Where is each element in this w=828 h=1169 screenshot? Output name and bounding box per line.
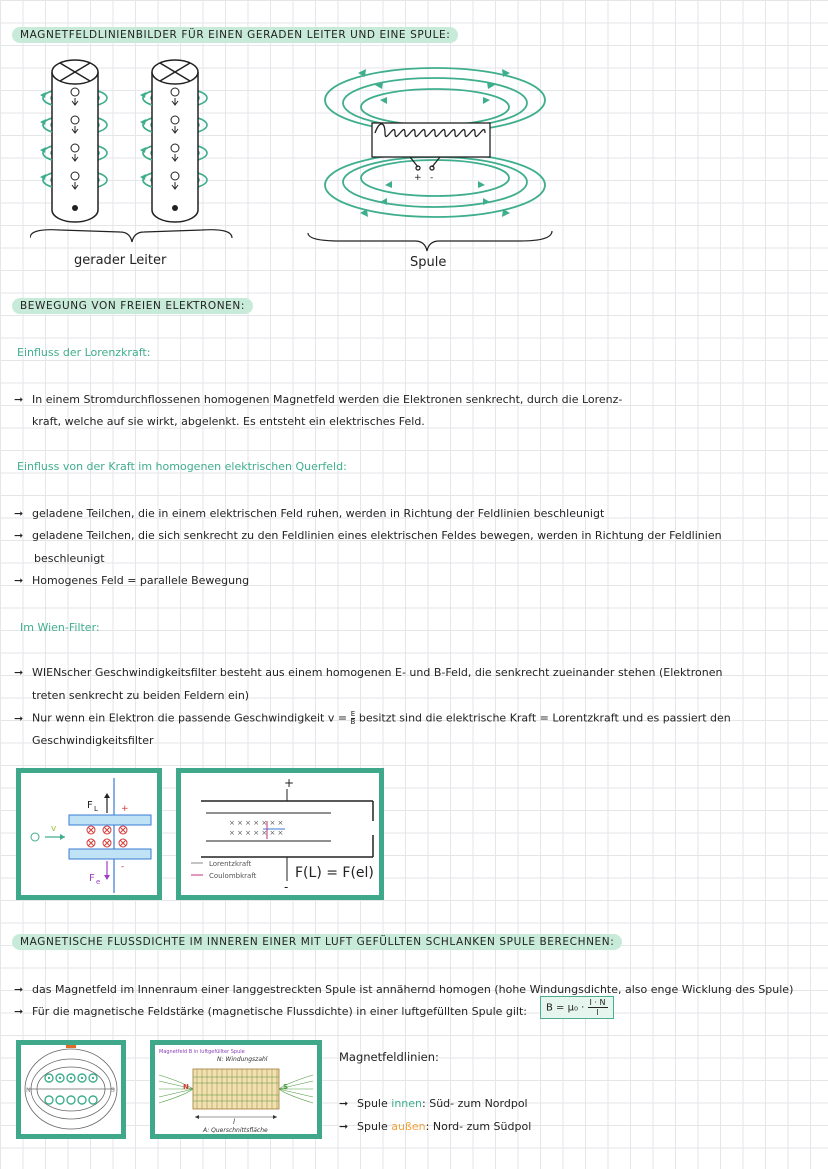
coil-fieldlines-figure <box>16 1040 126 1139</box>
conductor-cylinders <box>52 60 198 222</box>
fieldlines-item-outside <box>339 1120 531 1133</box>
electric-force-label: F <box>89 873 95 884</box>
bullet-1 <box>14 507 604 520</box>
wien-paragraph-2-continued: Geschwindigkeitsfilter <box>32 734 154 747</box>
brace-left <box>30 230 232 242</box>
caption-straight-conductor: gerader Leiter <box>74 253 167 268</box>
arrow-bullet-icon: ➞ <box>14 529 24 542</box>
wien-paragraph-2 <box>14 711 731 726</box>
svg-text:× × × × × × ×: × × × × × × × <box>229 829 284 837</box>
section-heading-electrons: BEWEGUNG VON FREIEN ELEKTRONEN: <box>12 298 253 314</box>
air-coil-south: S <box>283 1083 289 1091</box>
coil-fieldlines-drawing <box>21 1045 121 1134</box>
force-balance-drawing <box>181 773 379 895</box>
bullet-3-text: Homogenes Feld = parallele Bewegung <box>32 574 250 587</box>
lorentz-force-sub: L <box>94 805 98 813</box>
item-inside-word: innen <box>391 1097 423 1110</box>
subheading-electric-field: Einfluss von der Kraft im homogenen elektrischen Querfeld: <box>17 460 347 473</box>
air-coil-area-label: A: Querschnittsfläche <box>203 1127 268 1134</box>
velocity-fraction <box>351 711 356 726</box>
coil-figure <box>300 55 570 255</box>
arrow-bullet-icon: ➞ <box>14 1005 24 1018</box>
svg-text:× × × × × × ×: × × × × × × × <box>229 819 284 827</box>
formula-lhs: B = μ₀ · <box>546 1002 585 1014</box>
coil-minus: - <box>430 173 434 183</box>
air-coil-turns-label: N: Windungszahl <box>217 1056 268 1063</box>
capacitor-plus: + <box>284 776 295 790</box>
bullet-3 <box>14 574 249 587</box>
wien-paragraph-1 <box>14 666 722 679</box>
velocity-fraction-num: E <box>350 710 356 718</box>
coil-paragraph-2 <box>14 1005 527 1018</box>
fig3-south: S <box>111 1087 115 1094</box>
brace-right <box>308 231 552 251</box>
force-equation: F(L) = F(el) <box>295 865 374 881</box>
legend-coulomb: Coulombkraft <box>209 872 257 880</box>
bullet-2-continued: beschleunigt <box>34 552 105 565</box>
flux-density-formula <box>540 996 614 1019</box>
coil-plus: + <box>414 173 422 183</box>
formula-fraction <box>588 998 608 1017</box>
section-heading-flux-density: MAGNETISCHE FLUSSDICHTE IM INNEREN EINER MIT LUFT GEFÜLLTEN SCHLANKEN SPULE BERECHNEN: <box>12 934 622 950</box>
bullet-2-text: geladene Teilchen, die sich senkrecht zu den Feldlinien eines elektrischen Feldes bewegen, werden in Richtung der Feldlinien <box>32 529 722 542</box>
item-inside-b: : Süd- zum Nordpol <box>422 1097 528 1110</box>
fieldlines-list-title: Magnetfeldlinien: <box>339 1050 439 1064</box>
air-coil-drawing <box>155 1045 317 1134</box>
straight-conductor-figure <box>30 50 250 250</box>
plate-minus: - <box>121 862 125 872</box>
wien-filter-figure <box>16 768 162 900</box>
arrow-bullet-icon: ➞ <box>14 507 24 520</box>
electric-force-sub: e <box>96 878 101 886</box>
air-coil-figure <box>150 1040 322 1139</box>
arrow-bullet-icon: ➞ <box>14 393 24 406</box>
plate-plus: + <box>121 804 129 814</box>
lorentz-force-label: F <box>87 800 93 811</box>
force-balance-figure <box>176 768 384 900</box>
arrow-bullet-icon: ➞ <box>14 711 24 725</box>
formula-denominator: l <box>596 1008 599 1017</box>
subheading-wien-filter: Im Wien-Filter: <box>20 621 100 634</box>
wien-paragraph-2-text-a: Nur wenn ein Elektron die passende Geschwindigkeit v = <box>32 711 348 725</box>
air-coil-length: l <box>233 1118 235 1126</box>
wien-paragraph-1-text: WIENscher Geschwindigkeitsfilter besteht aus einem homogenen E- und B-Feld, die senkrecht zueinander stehen (Elektronen <box>32 666 723 679</box>
bullet-1-text: geladene Teilchen, die in einem elektrischen Feld ruhen, werden in Richtung der Feldlinien beschleunigt <box>32 507 605 520</box>
formula-numerator: I · N <box>589 998 606 1007</box>
paragraph-lorentz-1 <box>14 393 622 406</box>
bullet-2 <box>14 529 722 542</box>
wien-velocity-label: v <box>51 824 57 834</box>
wien-filter-drawing <box>21 773 157 895</box>
section-heading-fieldlines: MAGNETFELDLINIENBILDER FÜR EINEN GERADEN LEITER UND EINE SPULE: <box>12 27 458 43</box>
air-coil-title: Magnetfeld B in luftgefüllter Spule <box>159 1049 245 1055</box>
arrow-bullet-icon: ➞ <box>339 1097 349 1110</box>
fieldlines-item-inside <box>339 1097 528 1110</box>
subheading-lorentz: Einfluss der Lorenzkraft: <box>17 346 151 359</box>
paragraph-lorentz-2: kraft, welche auf sie wirkt, abgelenkt. Es entsteht ein elektrisches Feld. <box>32 415 425 428</box>
fig3-north: N <box>26 1087 31 1094</box>
capacitor-minus: - <box>284 880 289 894</box>
arrow-bullet-icon: ➞ <box>14 983 24 996</box>
air-coil-north: N <box>183 1083 189 1091</box>
legend-lorentz: Lorentzkraft <box>209 860 252 868</box>
coil-paragraph-1 <box>14 983 793 996</box>
wien-paragraph-1-continued: treten senkrecht zu beiden Feldern ein) <box>32 689 250 702</box>
arrow-bullet-icon: ➞ <box>14 574 24 587</box>
item-inside-a: Spule <box>357 1097 388 1110</box>
wien-paragraph-2-text-b: besitzt sind die elektrische Kraft = Lorentzkraft und es passiert den <box>358 711 731 725</box>
caption-coil: Spule <box>410 255 447 270</box>
item-outside-word: außen <box>391 1120 426 1133</box>
coil-paragraph-2-text: Für die magnetische Feldstärke (magnetische Flussdichte) in einer luftgefüllten Spule gilt: <box>32 1005 528 1018</box>
paragraph-lorentz-1-text: In einem Stromdurchflossenen homogenen Magnetfeld werden die Elektronen senkrecht, durch die Lorenz- <box>32 393 623 406</box>
item-outside-b: : Nord- zum Südpol <box>425 1120 532 1133</box>
arrow-bullet-icon: ➞ <box>14 666 24 679</box>
item-outside-a: Spule <box>357 1120 388 1133</box>
coil-paragraph-1-text: das Magnetfeld im Innenraum einer langgestreckten Spule ist annähernd homogen (hohe Windungsdichte, also enge Wicklung des Spule) <box>32 983 794 996</box>
arrow-bullet-icon: ➞ <box>339 1120 349 1133</box>
velocity-fraction-den: B <box>350 718 356 726</box>
